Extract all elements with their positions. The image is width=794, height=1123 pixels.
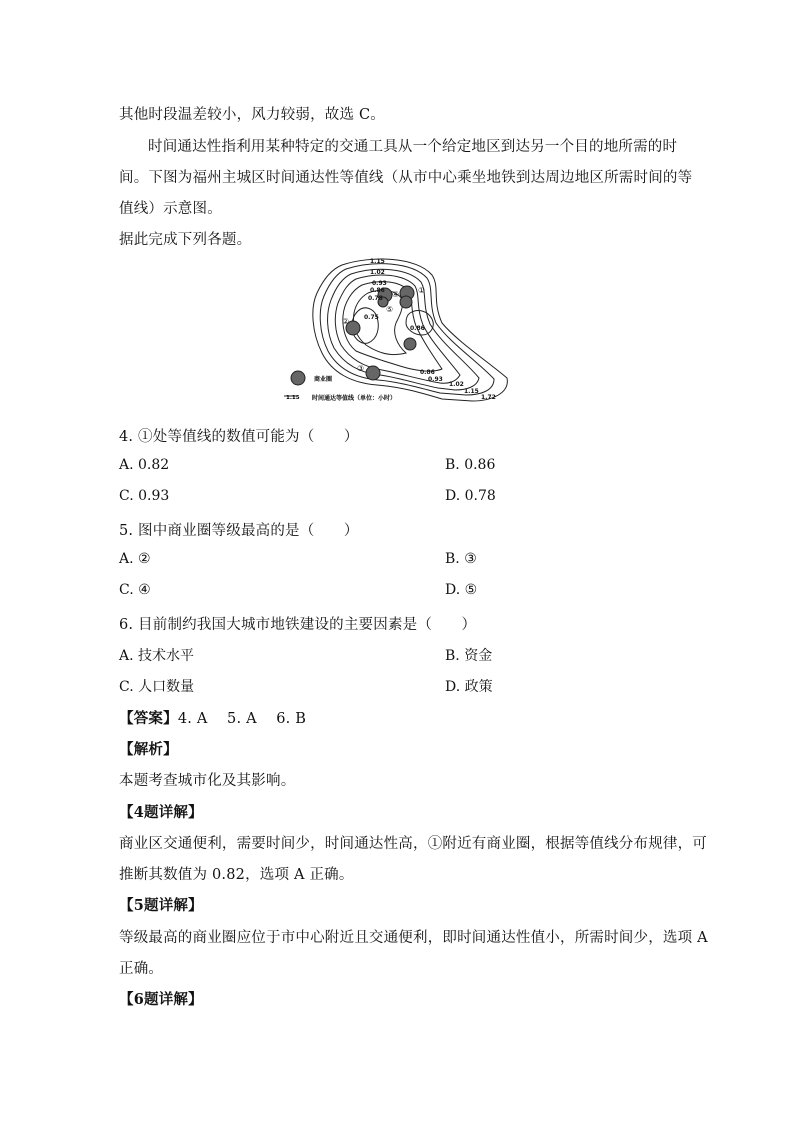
- question-5-option-a: A. ②: [119, 551, 151, 567]
- intro-line-2: 时间通达性指利用某种特定的交通工具从一个给定地区到达另一个目的地所需的时: [148, 139, 678, 155]
- contour-label: 1.72: [481, 394, 496, 401]
- q4-detail-heading: 【4题详解】: [119, 804, 203, 821]
- question-5-option-b: B. ③: [445, 551, 477, 567]
- question-5-option-d: D. ⑤: [445, 582, 478, 598]
- contour-label: 0.75: [364, 314, 379, 321]
- contour-label: 1.15: [370, 258, 385, 265]
- contour-label: 1.15: [464, 388, 479, 395]
- question-4-option-c: C. 0.93: [119, 488, 170, 504]
- question-6-option-a: A. 技术水平: [119, 648, 195, 664]
- q4-detail-line-2: 推断其数值为 0.82，选项 A 正确。: [119, 867, 354, 883]
- legend-contour-line-label: 时间通达等值线（单位：小时）: [312, 395, 397, 402]
- business-circle: [400, 296, 412, 308]
- q6-detail-heading: 【6题详解】: [119, 991, 203, 1008]
- intro-line-1: 其他时段温差较小，风力较弱，故选 C。: [119, 107, 386, 123]
- isochrone-map-figure: [282, 253, 514, 405]
- intro-line-5: 据此完成下列各题。: [119, 232, 252, 248]
- legend-business-circle-icon: [291, 371, 305, 385]
- q5-detail-line-1: 等级最高的商业圈应位于市中心附近且交通便利，即时间通达性值小，所需时间少，选项 A: [119, 930, 708, 946]
- intro-line-3: 间。下图为福州主城区时间通达性等值线（从市中心乘坐地铁到达周边地区所需时间的等: [119, 170, 693, 186]
- q5-detail-line-2: 正确。: [119, 961, 164, 977]
- answer-text: 4. A 5. A 6. B: [177, 711, 307, 727]
- question-4-option-a: A. 0.82: [119, 457, 170, 473]
- question-4-option-b: B. 0.86: [445, 457, 496, 473]
- contour-label: 0.86: [410, 325, 425, 332]
- answer-line: [119, 707, 306, 728]
- area-label-5: ⑤: [386, 305, 394, 314]
- q5-detail-heading: 【5题详解】: [119, 897, 203, 914]
- question-6-option-c: C. 人口数量: [119, 679, 195, 695]
- area-label-1: ①: [418, 286, 426, 295]
- business-circle: [366, 366, 380, 380]
- contour-label: 0.86: [420, 369, 435, 376]
- business-circle: [404, 338, 416, 350]
- contour-label: 0.86: [370, 287, 385, 294]
- area-label-3: ③: [357, 364, 365, 373]
- contour-label: 1.02: [370, 269, 385, 276]
- question-6-stem: 6. 目前制约我国大城市地铁建设的主要因素是（ ）: [119, 617, 477, 633]
- question-6-option-b: B. 资金: [445, 648, 493, 664]
- answer-label: 【答案】: [119, 710, 178, 727]
- area-label-4: ④: [392, 290, 400, 299]
- contour-label: 0.78: [368, 295, 383, 302]
- contour-label: 0.93: [428, 376, 443, 383]
- q4-detail-line-1: 商业区交通便利，需要时间少，时间通达性高，①附近有商业圈，根据等值线分布规律，可: [119, 836, 707, 852]
- question-5-stem: 5. 图中商业圈等级最高的是（ ）: [119, 523, 359, 539]
- question-4-stem: 4. ①处等值线的数值可能为（ ）: [119, 429, 359, 445]
- analysis-summary: 本题考查城市化及其影响。: [119, 773, 296, 789]
- area-label-2: ②: [342, 317, 350, 326]
- legend-contour-line-value: 1.15: [286, 395, 300, 401]
- analysis-heading: 【解析】: [119, 741, 178, 758]
- intro-line-4: 值线）示意图。: [119, 201, 222, 217]
- question-6-option-d: D. 政策: [445, 679, 493, 695]
- contour-label: 1.02: [449, 381, 464, 388]
- question-5-option-c: C. ④: [119, 582, 151, 598]
- contour-label: 0.93: [372, 280, 387, 287]
- question-4-option-d: D. 0.78: [445, 488, 496, 504]
- legend-business-circle-label: 商业圈: [314, 376, 333, 383]
